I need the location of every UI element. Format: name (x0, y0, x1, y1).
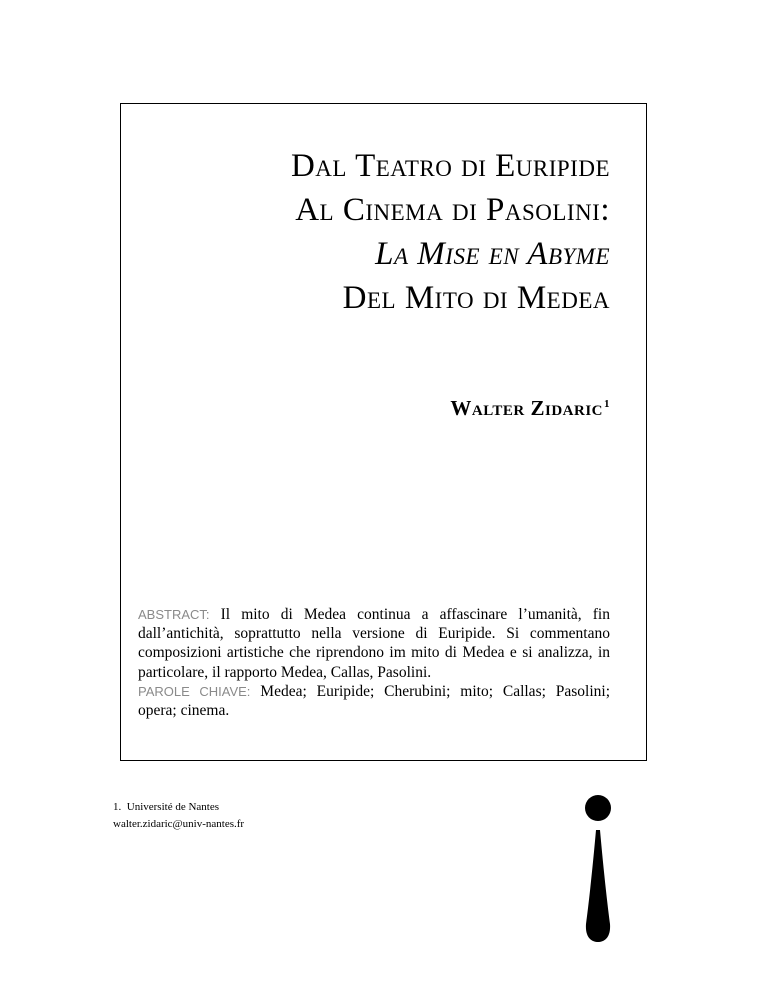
footnote (113, 799, 244, 833)
footnote-affiliation: Université de Nantes (126, 801, 219, 813)
author-footnote-marker: 1 (604, 398, 610, 410)
footnote-number: 1. (113, 801, 122, 813)
footnote-email: walter.zidaric@univ-nantes.fr (113, 818, 245, 830)
title-line-3: La Mise en Abyme (375, 236, 610, 272)
keywords-text: Medea; Euripide; Cherubini; mito; Callas; Pasolini; opera; cinema. (138, 682, 611, 720)
abstract-block (138, 605, 610, 720)
exclamation-mark-icon (583, 794, 613, 944)
author-name-text: Walter Zidaric (450, 396, 603, 420)
abstract-text: Il mito di Medea continua a affascinare l’umanità, fin dall’antichità, soprattutto nella versione di Euripide. Si commentano composizioni artistiche che riprendono im mito di Medea e si analizza, in particolare, il rapporto Medea, Callas, Pasolini. (138, 606, 610, 681)
title-line-1: Dal Teatro di Euripide (290, 148, 610, 184)
footnote-affiliation-line (113, 799, 244, 816)
title-frame (120, 103, 647, 761)
keywords-label: PAROLE CHIAVE: (138, 683, 251, 699)
title-line-2: Al Cinema di Pasolini: (295, 192, 610, 228)
abstract-label: ABSTRACT: (138, 607, 210, 622)
author-name (450, 396, 610, 421)
title-line-4: Del Mito di Medea (342, 280, 610, 316)
article-title (291, 144, 610, 320)
